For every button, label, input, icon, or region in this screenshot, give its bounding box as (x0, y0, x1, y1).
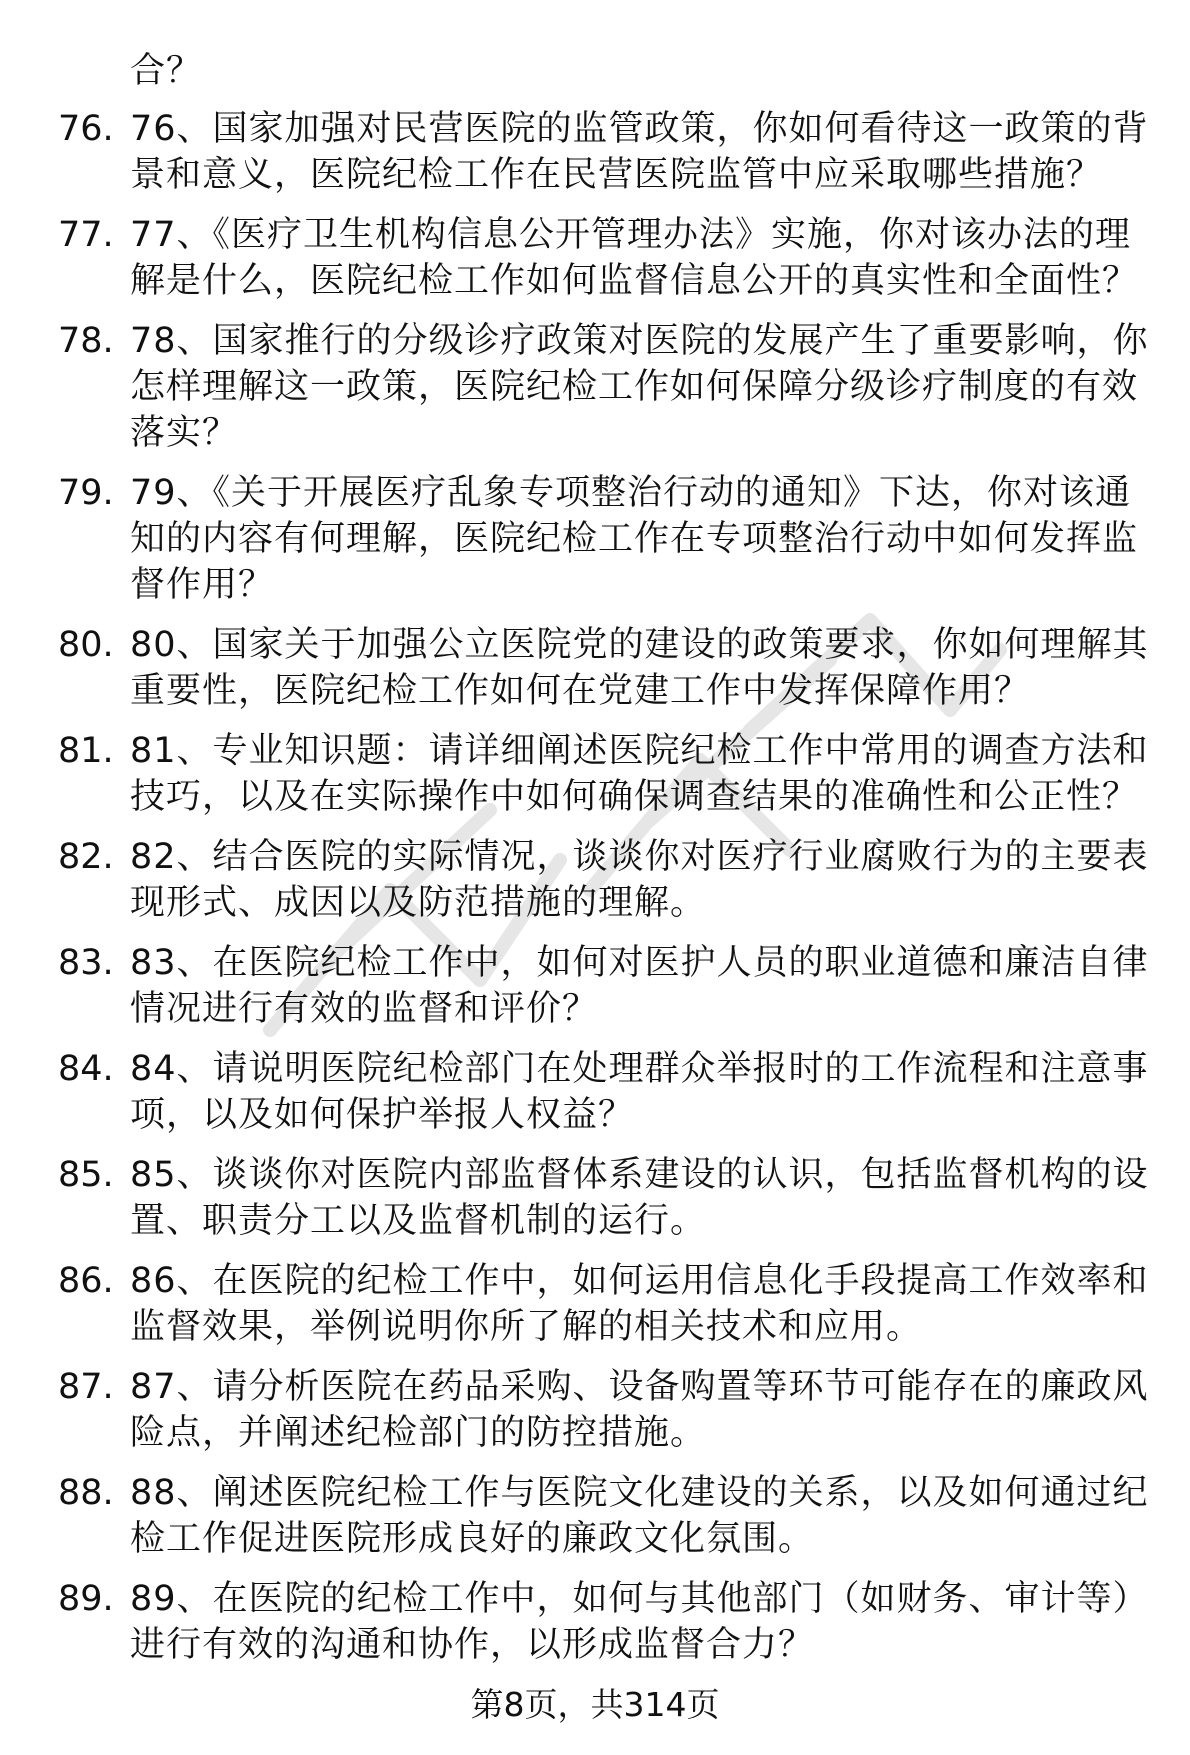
question-text: 86、在医院的纪检工作中，如何运用信息化手段提高工作效率和监督效果，举例说明你所了解的相关技术和应用。 (130, 1261, 1149, 1347)
question-number: 78. (58, 321, 114, 361)
continuation-text: 合？ (130, 51, 203, 91)
question-text: 83、在医院纪检工作中，如何对医护人员的职业道德和廉洁自律情况进行有效的监督和评价？ (130, 943, 1149, 1029)
list-item (58, 1364, 1158, 1456)
question-text: 76、国家加强对民营医院的监管政策，你如何看待这一政策的背景和意义，医院纪检工作在民营医院监管中应采取哪些措施？ (130, 109, 1149, 195)
question-text: 78、国家推行的分级诊疗政策对医院的发展产生了重要影响，你怎样理解这一政策，医院纪检工作如何保障分级诊疗制度的有效落实？ (130, 321, 1149, 453)
list-item (58, 470, 1158, 608)
list-item (58, 106, 1158, 198)
list-item (58, 1576, 1158, 1668)
question-text: 87、请分析医院在药品采购、设备购置等环节可能存在的廉政风险点，并阐述纪检部门的防控措施。 (130, 1367, 1149, 1453)
page-footer: 第8页，共314页 (470, 1685, 720, 1724)
list-item (58, 1470, 1158, 1562)
question-text: 79、《关于开展医疗乱象专项整治行动的通知》下达，你对该通知的内容有何理解，医院纪检工作在专项整治行动中如何发挥监督作用？ (130, 473, 1139, 605)
list-item (58, 940, 1158, 1032)
question-number: 88. (58, 1473, 114, 1513)
list-item (58, 728, 1158, 820)
question-number: 85. (58, 1155, 114, 1195)
question-text: 84、请说明医院纪检部门在处理群众举报时的工作流程和注意事项，以及如何保护举报人权益？ (130, 1049, 1149, 1135)
list-item (58, 1258, 1158, 1350)
question-text: 88、阐述医院纪检工作与医院文化建设的关系，以及如何通过纪检工作促进医院形成良好的廉政文化氛围。 (130, 1473, 1149, 1559)
question-number: 83. (58, 943, 114, 983)
list-item (58, 1046, 1158, 1138)
question-number: 81. (58, 731, 114, 771)
question-text: 89、在医院的纪检工作中，如何与其他部门（如财务、审计等）进行有效的沟通和协作，以形成监督合力？ (130, 1579, 1149, 1665)
question-list (58, 106, 1158, 1682)
list-item (58, 834, 1158, 926)
list-item (58, 212, 1158, 304)
question-text: 80、国家关于加强公立医院党的建设的政策要求，你如何理解其重要性，医院纪检工作如何在党建工作中发挥保障作用？ (130, 625, 1149, 711)
question-number: 76. (58, 109, 114, 149)
question-number: 79. (58, 473, 114, 513)
question-number: 87. (58, 1367, 114, 1407)
question-number: 86. (58, 1261, 114, 1301)
question-number: 84. (58, 1049, 114, 1089)
question-text: 77、《医疗卫生机构信息公开管理办法》实施，你对该办法的理解是什么，医院纪检工作如何监督信息公开的真实性和全面性？ (130, 215, 1139, 301)
question-number: 82. (58, 837, 114, 877)
list-item (58, 318, 1158, 456)
list-item (58, 622, 1158, 714)
question-number: 80. (58, 625, 114, 665)
question-text: 82、结合医院的实际情况，谈谈你对医疗行业腐败行为的主要表现形式、成因以及防范措施的理解。 (130, 837, 1149, 923)
list-item (58, 1152, 1158, 1244)
question-number: 89. (58, 1579, 114, 1619)
question-number: 77. (58, 215, 114, 255)
question-text: 81、专业知识题：请详细阐述医院纪检工作中常用的调查方法和技巧，以及在实际操作中如何确保调查结果的准确性和公正性？ (130, 731, 1149, 817)
question-text: 85、谈谈你对医院内部监督体系建设的认识，包括监督机构的设置、职责分工以及监督机制的运行。 (130, 1155, 1149, 1241)
